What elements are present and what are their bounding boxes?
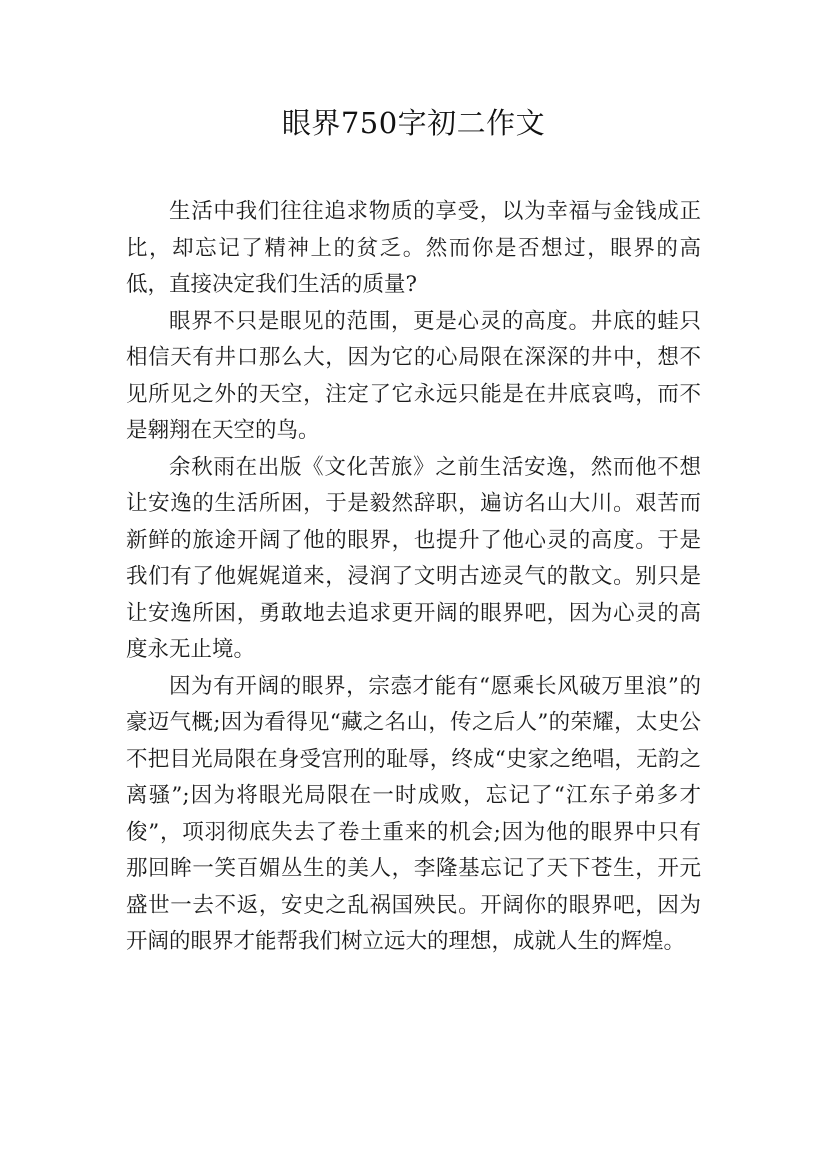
paragraph-4: 因为有开阔的眼界，宗悫才能有“愿乘长风破万里浪”的豪迈气概;因为看得见“藏之名山，传之后人”的荣耀，太史公不把目光局限在身受宫刑的耻辱，终成“史家之绝唱，无韵之离骚”;因为将眼光局限在一时成败，忘记了“江东子弟多才俊”，项羽彻底失去了卷土重来的机会;因为他的眼界中只有那回眸一笑百媚丛生的美人，李隆基忘记了天下苍生，开元盛世一去不返，安史之乱祸国殃民。开阔你的眼界吧，因为开阔的眼界才能帮我们树立远大的理想，成就人生的辉煌。 <box>126 673 701 954</box>
document-title: 眼界750字初二作文 <box>281 106 546 140</box>
article-body <box>126 194 701 961</box>
paragraph-1: 生活中我们往往追求物质的享受，以为幸福与金钱成正比，却忘记了精神上的贫乏。然而你是否想过，眼界的高低，直接决定我们生活的质量? <box>126 199 701 297</box>
paragraph-3: 余秋雨在出版《文化苦旅》之前生活安逸，然而他不想让安逸的生活所困，于是毅然辞职，遍访名山大川。艰苦而新鲜的旅途开阔了他的眼界，也提升了他心灵的高度。于是我们有了他娓娓道来，浸润了文明古迹灵气的散文。别只是让安逸所困，勇敢地去追求更开阔的眼界吧，因为心灵的高度永无止境。 <box>126 454 701 662</box>
paragraph-2: 眼界不只是眼见的范围，更是心灵的高度。井底的蛙只相信天有井口那么大，因为它的心局限在深深的井中，想不见所见之外的天空，注定了它永远只能是在井底哀鸣，而不是翱翔在天空的鸟。 <box>126 308 701 443</box>
